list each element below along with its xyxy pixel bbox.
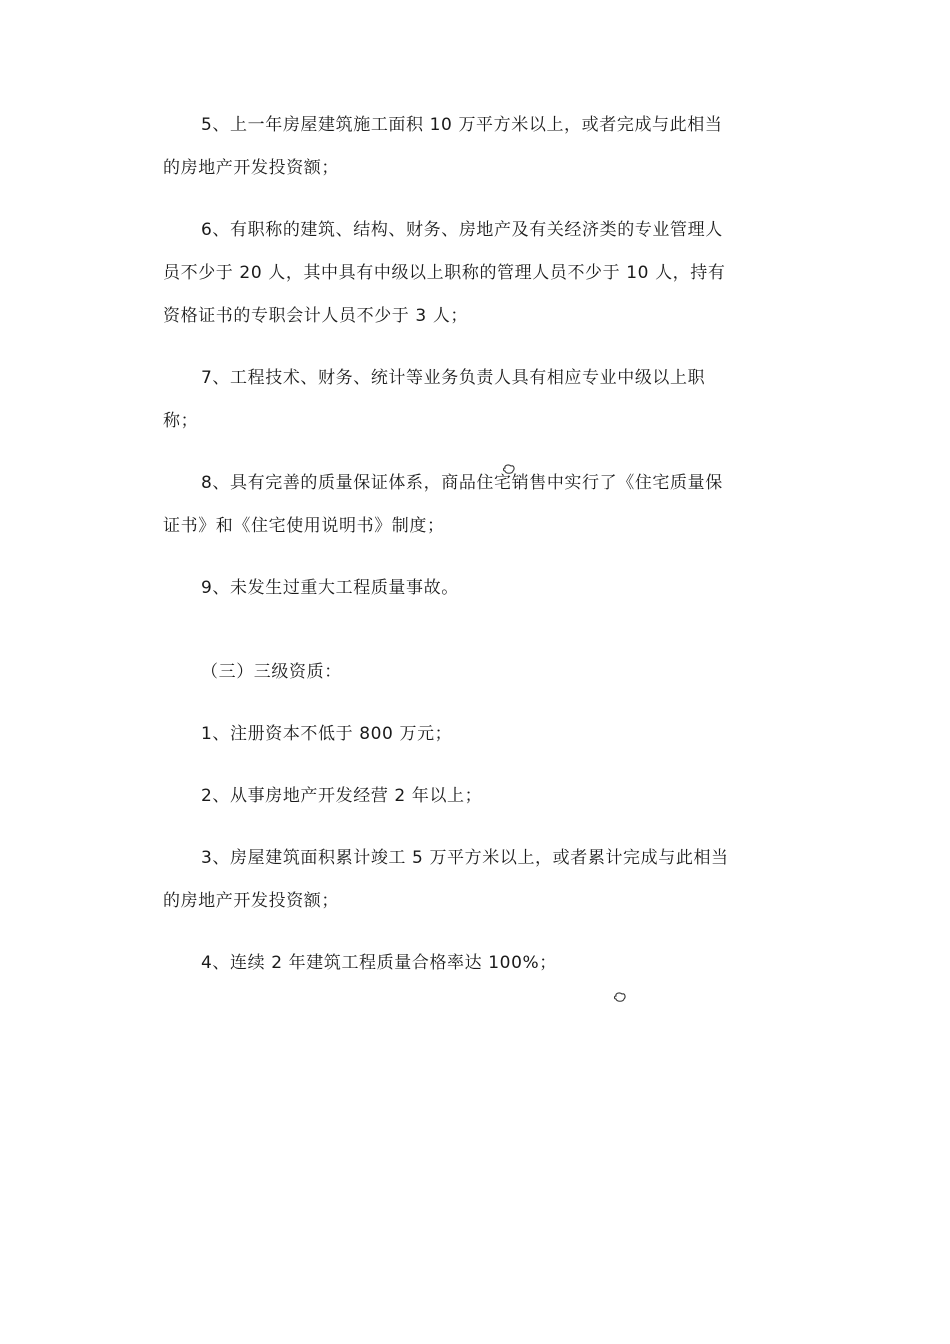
- paragraph-item-1: 1、注册资本不低于 800 万元；: [201, 724, 453, 744]
- paragraph-spacer: [163, 756, 733, 775]
- section-heading-level-3: （三）三级资质：: [201, 662, 342, 682]
- section-spacer: [163, 610, 733, 651]
- document-body: [163, 104, 733, 985]
- paragraph-item-4: 4、连续 2 年建筑工程质量合格率达 100%；: [201, 953, 557, 973]
- paragraph-item-2: 2、从事房地产开发经营 2 年以上；: [201, 786, 483, 806]
- paragraph-item-9: 9、未发生过重大工程质量事故。: [201, 578, 459, 598]
- scan-artifact-mark: [502, 463, 516, 475]
- scan-artifact-mark: [613, 991, 627, 1003]
- paragraph-spacer: [163, 694, 733, 713]
- paragraph-item-8: 8、具有完善的质量保证体系，商品住宅销售中实行了《住宅质量保证书》和《住宅使用说明书》制度；: [163, 473, 723, 536]
- paragraph-item-7: 7、工程技术、财务、统计等业务负责人具有相应专业中级以上职称；: [163, 368, 706, 431]
- paragraph-item-5: 5、上一年房屋建筑施工面积 10 万平方米以上，或者完成与此相当的房地产开发投资额；: [163, 115, 723, 178]
- paragraph-spacer: [163, 923, 733, 942]
- paragraph-spacer: [163, 190, 733, 209]
- paragraph-item-3: 3、房屋建筑面积累计竣工 5 万平方米以上，或者累计完成与此相当的房地产开发投资额；: [163, 848, 729, 911]
- paragraph-spacer: [163, 443, 733, 462]
- paragraph-item-6: 6、有职称的建筑、结构、财务、房地产及有关经济类的专业管理人员不少于 20 人，其中具有中级以上职称的管理人员不少于 10 人，持有资格证书的专职会计人员不少于 3 人；: [163, 220, 726, 326]
- paragraph-spacer: [163, 818, 733, 837]
- paragraph-spacer: [163, 338, 733, 357]
- paragraph-spacer: [163, 548, 733, 567]
